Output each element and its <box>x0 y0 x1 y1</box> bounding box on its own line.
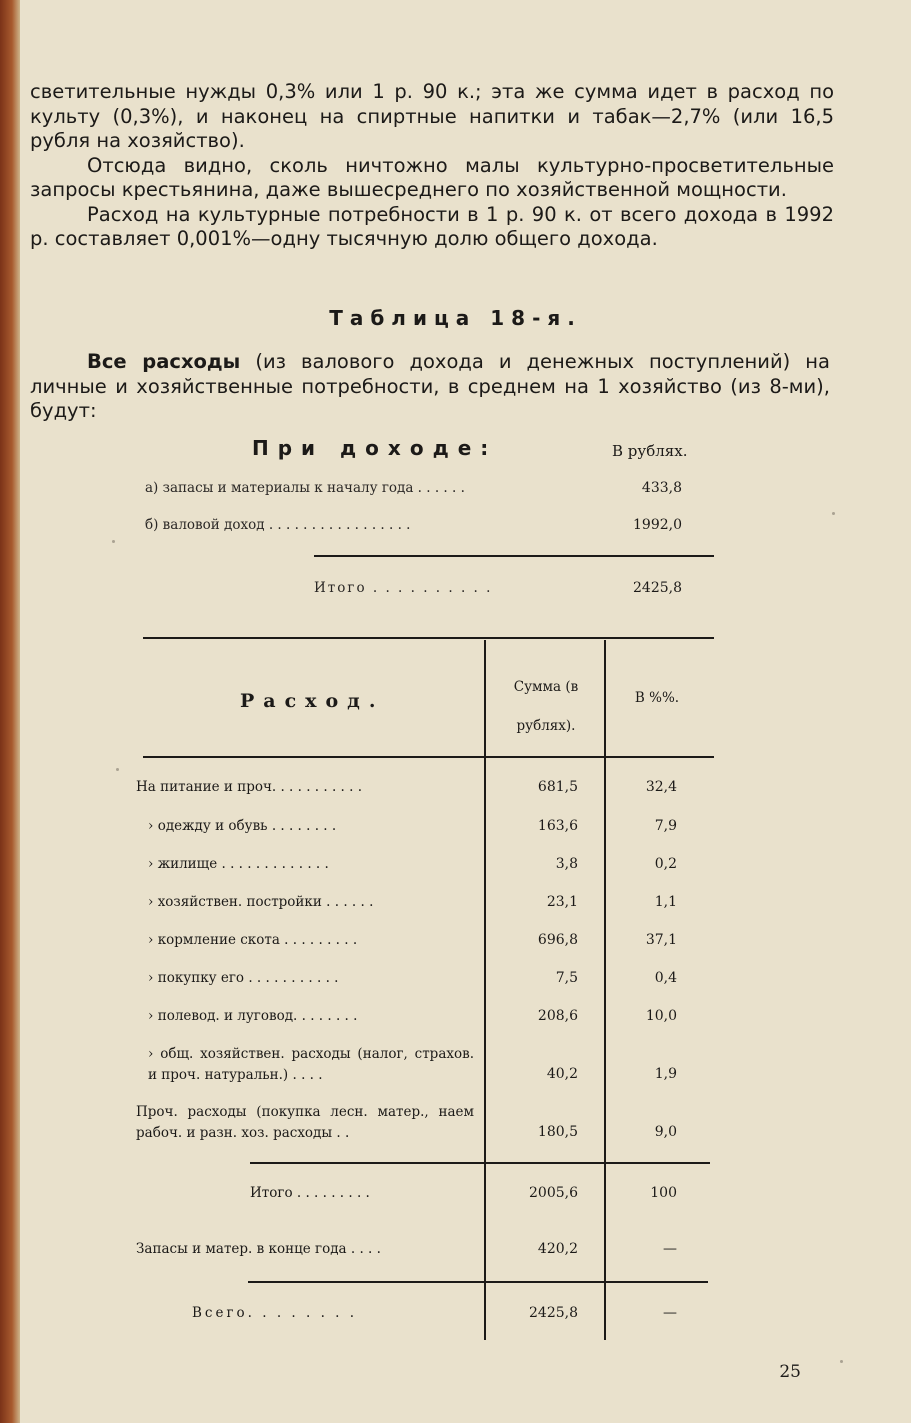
table-row-value: 208,6 <box>537 1008 578 1024</box>
subtotal-pct: 100 <box>650 1185 677 1201</box>
page-number: 25 <box>779 1362 801 1382</box>
paper-speck <box>832 512 835 515</box>
table-row-label: › кормление скота . . . . . . . . . <box>148 932 358 948</box>
stock-label: Запасы и матер. в конце года . . . . <box>136 1241 381 1257</box>
body-text <box>30 80 834 252</box>
table-row-value: 681,5 <box>537 779 578 795</box>
paper-speck <box>112 540 115 543</box>
table-row-label: › хозяйствен. постройки . . . . . . <box>148 894 374 910</box>
income-total-value: 2425,8 <box>633 580 682 596</box>
table-row-value: 23,1 <box>546 894 578 910</box>
book-spine-edge <box>0 0 20 1423</box>
paper-speck <box>840 1360 843 1363</box>
table-row-pct: 1,1 <box>654 894 677 910</box>
table-header-rule <box>143 756 714 758</box>
table-row-value: 696,8 <box>537 932 578 948</box>
table-row-label: › одежду и обувь . . . . . . . . <box>148 818 337 834</box>
table-row-pct: 1,9 <box>654 1066 677 1082</box>
table-row-pct: 7,9 <box>654 818 677 834</box>
table-row-pct: 37,1 <box>645 932 677 948</box>
income-row-label: б) валовой доход . . . . . . . . . . . . . . . . . <box>145 517 411 533</box>
table-row-value: 163,6 <box>537 818 578 834</box>
stock-value: 420,2 <box>537 1241 578 1257</box>
table-row-label: › общ. хозяйствен. расходы (налог, страхов. и проч. натуральн.) . . . . <box>148 1046 474 1083</box>
table-row-value: 40,2 <box>546 1066 578 1082</box>
income-row-value: 433,8 <box>641 480 682 496</box>
subtotal-rule <box>250 1162 710 1164</box>
income-row-value: 1992,0 <box>633 517 682 533</box>
paper-speck <box>116 768 119 771</box>
table-row-pct: 0,4 <box>654 970 677 986</box>
grand-total-value: 2425,8 <box>529 1305 578 1321</box>
paragraph-1: светительные нужды 0,3% или 1 р. 90 к.; эта же сумма идет в расход по культу (0,3%), и наконец на спиртные напитки и табак—2,7% (или 16,5 рубля на хозяйство). <box>30 80 834 152</box>
column-header-sum: Сумма (в рублях). <box>513 679 579 734</box>
income-unit: В рублях. <box>612 442 688 460</box>
grand-total-pct: — <box>663 1305 677 1321</box>
table-row-pct: 10,0 <box>645 1008 677 1024</box>
subtotal-value: 2005,6 <box>529 1185 578 1201</box>
column-header-pct: В %%. <box>634 690 680 706</box>
table-row-pct: 32,4 <box>645 779 677 795</box>
table-row-pct: 0,2 <box>654 856 677 872</box>
table-intro <box>30 350 830 424</box>
table-title: Таблица 18-я. <box>329 306 582 330</box>
table-row-value: 3,8 <box>555 856 578 872</box>
table-top-rule <box>143 637 714 639</box>
table-row-label: Проч. расходы (покупка лесн. матер., наем рабоч. и разн. хоз. расходы . . <box>136 1104 474 1141</box>
paragraph-2: Отсюда видно, сколь ничтожно малы культурно-просветительные запросы крестьянина, даже вышесреднего по хозяйственной мощности. <box>30 153 834 201</box>
table-row-label: › покупку его . . . . . . . . . . . <box>148 970 339 986</box>
paragraph-3: Расход на культурные потребности в 1 р. 90 к. от всего дохода в 1992 р. составляет 0,001%—одну тысячную долю общего дохода. <box>30 202 834 250</box>
table-row-label: › полевод. и луговод. . . . . . . . <box>148 1008 358 1024</box>
subtotal-label: Итого . . . . . . . . . <box>250 1185 370 1201</box>
grand-total-label: Всего. . . . . . . . <box>192 1305 358 1321</box>
income-row-label: а) запасы и материалы к началу года . . . . . . <box>145 480 465 496</box>
table-row-label: На питание и проч. . . . . . . . . . . <box>136 779 362 795</box>
table-row-value: 7,5 <box>555 970 578 986</box>
income-heading: При доходе: <box>252 436 498 460</box>
table-row-pct: 9,0 <box>654 1124 677 1140</box>
stock-pct: — <box>663 1241 677 1257</box>
table-intro-bold: Все расходы <box>87 350 241 373</box>
table-row-label: › жилище . . . . . . . . . . . . . <box>148 856 329 872</box>
table-intro-rest: (из валового дохода и денежных поступлений) на личные и хозяйственные потребности, в среднем на 1 хозяйство (из 8-ми), будут: <box>30 350 830 422</box>
column-header-expense: Расход. <box>240 690 385 712</box>
income-total-label: Итого . . . . . . . . . . <box>314 580 493 596</box>
grand-total-rule <box>248 1281 708 1283</box>
income-total-rule <box>314 555 714 557</box>
table-row-value: 180,5 <box>537 1124 578 1140</box>
